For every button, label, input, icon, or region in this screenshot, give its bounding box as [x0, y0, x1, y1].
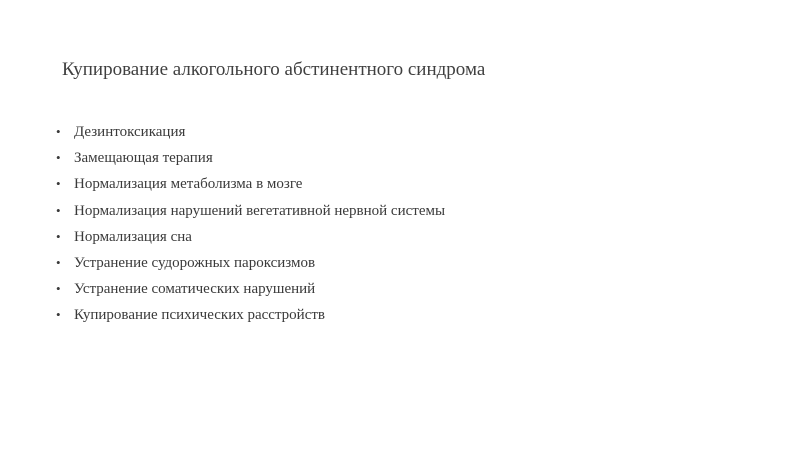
bullet-icon: • — [56, 176, 61, 192]
bullet-item — [56, 200, 445, 226]
bullet-icon: • — [56, 307, 61, 323]
bullet-text: Устранение судорожных пароксизмов — [74, 254, 316, 271]
bullet-icon: • — [56, 124, 61, 139]
bullet-item — [56, 278, 445, 304]
slide-title: Купирование алкогольного абстинентного синдрома — [62, 59, 486, 80]
bullet-icon: • — [56, 228, 61, 244]
bullet-list — [56, 121, 445, 331]
bullet-icon: • — [56, 281, 61, 297]
bullet-item — [56, 226, 445, 252]
bullet-icon: • — [56, 202, 61, 218]
bullet-text: Замещающая терапия — [74, 150, 213, 167]
bullet-text: Купирование психических расстройств — [74, 307, 326, 324]
bullet-text: Нормализация метаболизма в мозге — [74, 176, 303, 193]
bullet-item — [56, 147, 445, 173]
bullet-text: Устранение соматических нарушений — [74, 281, 316, 298]
bullet-icon: • — [56, 254, 61, 270]
bullet-item — [56, 304, 445, 330]
bullet-text: Дезинтоксикация — [74, 124, 186, 140]
bullet-text: Нормализация нарушений вегетативной нервной системы — [74, 202, 446, 219]
bullet-text: Нормализация сна — [74, 228, 192, 245]
bullet-item — [56, 173, 445, 199]
bullet-item — [56, 121, 445, 147]
bullet-icon: • — [56, 150, 61, 166]
bullet-item — [56, 252, 445, 278]
